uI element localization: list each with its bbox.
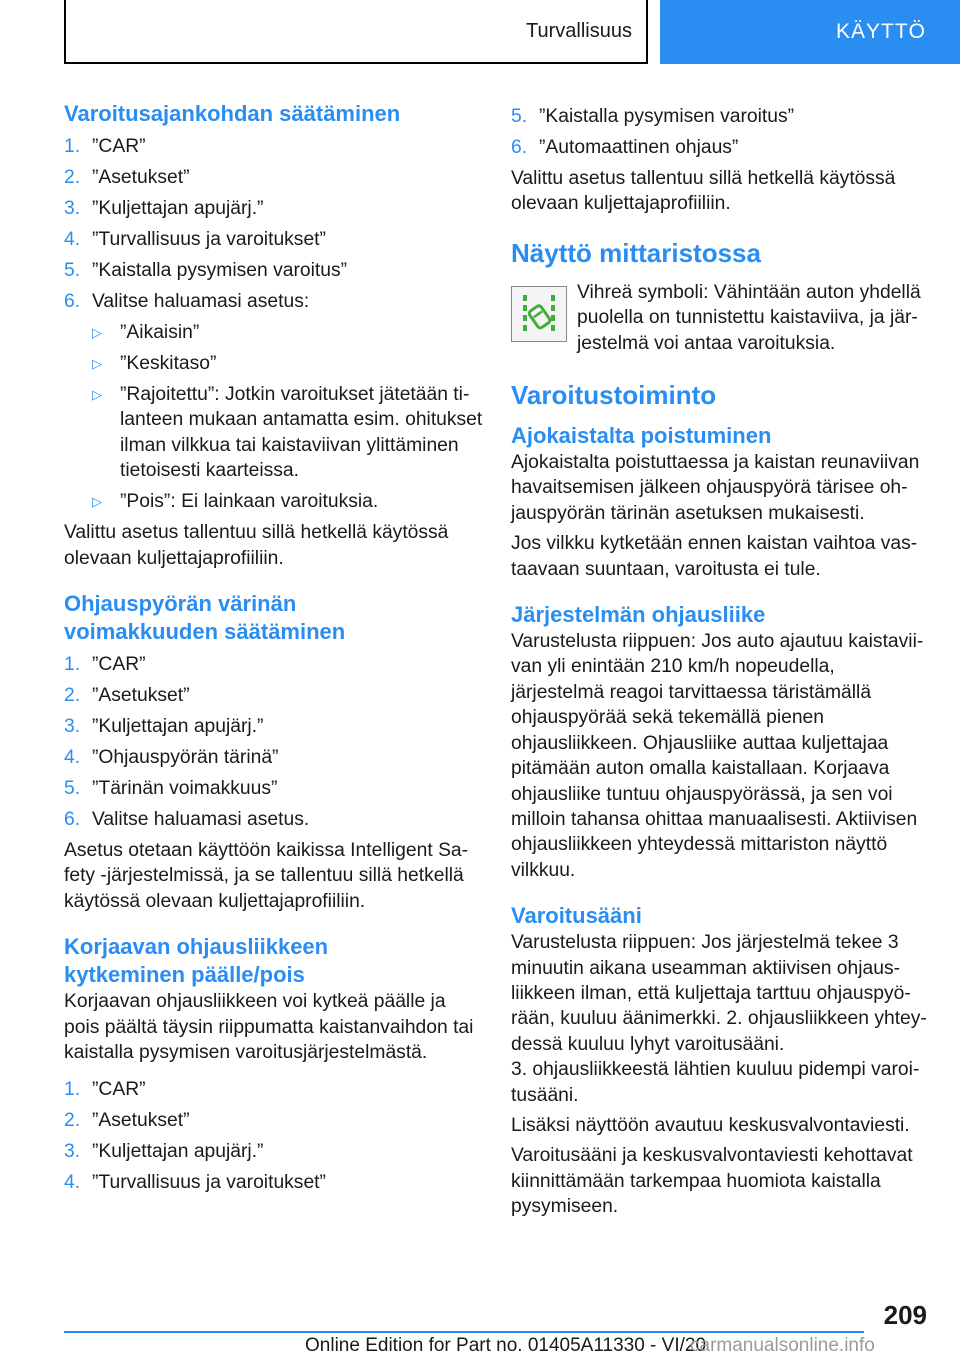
list-item: 6. ”Automaattinen ohjaus” (511, 137, 739, 158)
paragraph-saved-right: Valittu asetus tallentuu sillä hetkellä käytössä olevaan kuljettajaprofiiliin. (511, 168, 896, 215)
list-item: ▷ ”Pois”: Ei lainkaan varoituksia. (64, 489, 484, 514)
header-section-title: Turvallisuus (526, 19, 632, 42)
paragraph-steering-intervention: Varustelusta riippuen: Jos auto ajautuu kaistaviivan yli enintään 210 km/h nopeudella, järjestelmä reagoi tarvittaessa täristämällä ohjauspyörää sekä tekemällä pienen ohjausliikkeen. Ohjausliike auttaa kuljettajaa pitämään auton omalla kaistallaan. Korjaava ohjausliike tuntuu ohjauspyörässä, ja sen voi milloin tahansa ohittaa manuaalisesti. Aktiivisen ohjausliikkeen yhteydessä mittariston näyttö vilkkuu. (511, 631, 924, 881)
steps-timing (64, 134, 484, 314)
footer-divider (64, 1331, 864, 1333)
triangle-right-icon: ▷ (92, 387, 102, 402)
list-item: 3. ”Kuljettajan apujärj.” (64, 1141, 264, 1163)
paragraph-departure-2: Jos vilkku kytketään ennen kaistan vaihtoa vastaavaan suuntaan, varoitusta ei tule. (511, 533, 918, 580)
heading-vibration: Ohjauspyörän värinän voimakkuuden säätäminen (64, 591, 346, 645)
list-item: 5. ”Kaistalla pysymisen varoitus” (511, 106, 795, 127)
list-item: 6. Valitse haluamasi asetus: (64, 291, 310, 312)
heading-steering-toggle: Korjaavan ohjausliikkeen kytkeminen päälle/pois (64, 934, 329, 988)
list-item: 4. ”Turvallisuus ja varoitukset” (64, 229, 326, 250)
list-item: 6. Valitse haluamasi asetus. (64, 809, 310, 831)
paragraph-sound-2: Lisäksi näyttöön avautuu keskusvalvontaviesti. (511, 1114, 910, 1136)
paragraph-saved: Valittu asetus tallentuu sillä hetkellä käytössä olevaan kuljettajaprofiiliin. (64, 522, 449, 569)
paragraph-saved-all: Asetus otetaan käyttöön kaikissa Intelligent Safety -järjestelmissä, ja se tallentuu sillä hetkellä käytössä olevaan kuljettajaprofiiliin. (64, 840, 469, 912)
header-section (64, 0, 648, 64)
header-tab (660, 0, 960, 64)
list-item: 5. ”Kaistalla pysymisen varoitus” (64, 260, 348, 281)
paragraph-sound-1: Varustelusta riippuen: Jos järjestelmä tekee 3 minuutin aikana useamman aktiivisen ohjausliikkeen ilman, että kuljettaja tarttuu ohjauspyörään, kuuluu äänimerkki. 2. ohjausliikkeen yhteydessä kuuluu lyhyt varoitusääni. (511, 932, 927, 1055)
paragraph-departure-1: Ajokaistalta poistuttaessa ja kaistan reunaviivan havaitsemisen jälkeen ohjauspyörä tärisee ohjauspyörän tärinän asetuksen mukaisesti. (511, 452, 920, 524)
triangle-right-icon: ▷ (92, 356, 102, 371)
list-item: 1. ”CAR” (64, 1079, 146, 1101)
triangle-right-icon: ▷ (92, 325, 102, 340)
left-column (64, 100, 484, 1201)
heading-adjust-timing: Varoitusajankohdan säätäminen (64, 101, 401, 126)
display-symbol-row (511, 280, 931, 356)
lane-keeping-icon (511, 286, 567, 342)
heading-lane-departure: Ajokaistalta poistuminen (511, 423, 772, 449)
heading-warning-sound: Varoitusääni (511, 903, 642, 929)
header-tab-label: KÄYTTÖ (835, 20, 926, 43)
page-number: 209 (883, 1300, 927, 1330)
list-item: 3. ”Kuljettajan apujärj.” (64, 716, 264, 738)
triangle-right-icon: ▷ (92, 494, 102, 510)
list-item: 4. ”Ohjauspyörän tärinä” (64, 747, 279, 769)
list-item: ▷ ”Keskitaso” (64, 351, 484, 376)
list-item: 1. ”CAR” (64, 136, 146, 157)
list-item: 4. ”Turvallisuus ja varoitukset” (64, 1172, 326, 1194)
options-list (64, 320, 484, 515)
footer-watermark: carmanualsonline.info (690, 1335, 875, 1356)
list-item: 1. ”CAR” (64, 654, 146, 676)
footer-edition: Online Edition for Part no. 01405A11330 - VI/20 (305, 1335, 707, 1356)
list-item: 2. ”Asetukset” (64, 167, 190, 188)
paragraph-steering-toggle: Korjaavan ohjausliikkeen voi kytkeä päälle ja pois päältä täysin riippumatta kaistanvaihdon tai kaistalla pysymisen varoitusjärjestelmästä. (64, 991, 474, 1064)
heading-display: Näyttö mittaristossa (511, 237, 761, 268)
list-item: 3. ”Kuljettajan apujärj.” (64, 198, 264, 219)
paragraph-sound-1b: 3. ohjausliikkeestä lähtien kuuluu pidempi varoitusääni. (511, 1059, 920, 1106)
list-item: 5. ”Tärinän voimakkuus” (64, 778, 278, 800)
steps-steering-cont (511, 104, 931, 160)
list-item: 2. ”Asetukset” (64, 1110, 190, 1132)
list-item: ▷ ”Rajoitettu”: Jotkin varoitukset jätetään tilanteen mukaan antamatta esim. ohitukset ilman vilkkua tai kaistaviivan ylittäminen tietoisesti kaarteissa. (92, 384, 483, 482)
heading-steering-intervention: Järjestelmän ohjausliike (511, 602, 766, 628)
heading-warning-function: Varoitustoiminto (511, 380, 717, 411)
list-item: 2. ”Asetukset” (64, 685, 190, 707)
display-symbol-text: Vihreä symboli: Vähintään auton yhdellä puolella on tunnistettu kaistaviiva, ja järjestelmä voi antaa varoituksia. (577, 281, 921, 354)
right-column (511, 100, 931, 1225)
list-item: ▷ ”Aikaisin” (64, 320, 484, 345)
paragraph-sound-3: Varoitusääni ja keskusvalvontaviesti kehottavat kiinnittämään tarkempaa huomiota kaistalla pysymiseen. (511, 1145, 913, 1218)
steps-vibration (64, 652, 484, 832)
steps-steering (64, 1077, 484, 1195)
